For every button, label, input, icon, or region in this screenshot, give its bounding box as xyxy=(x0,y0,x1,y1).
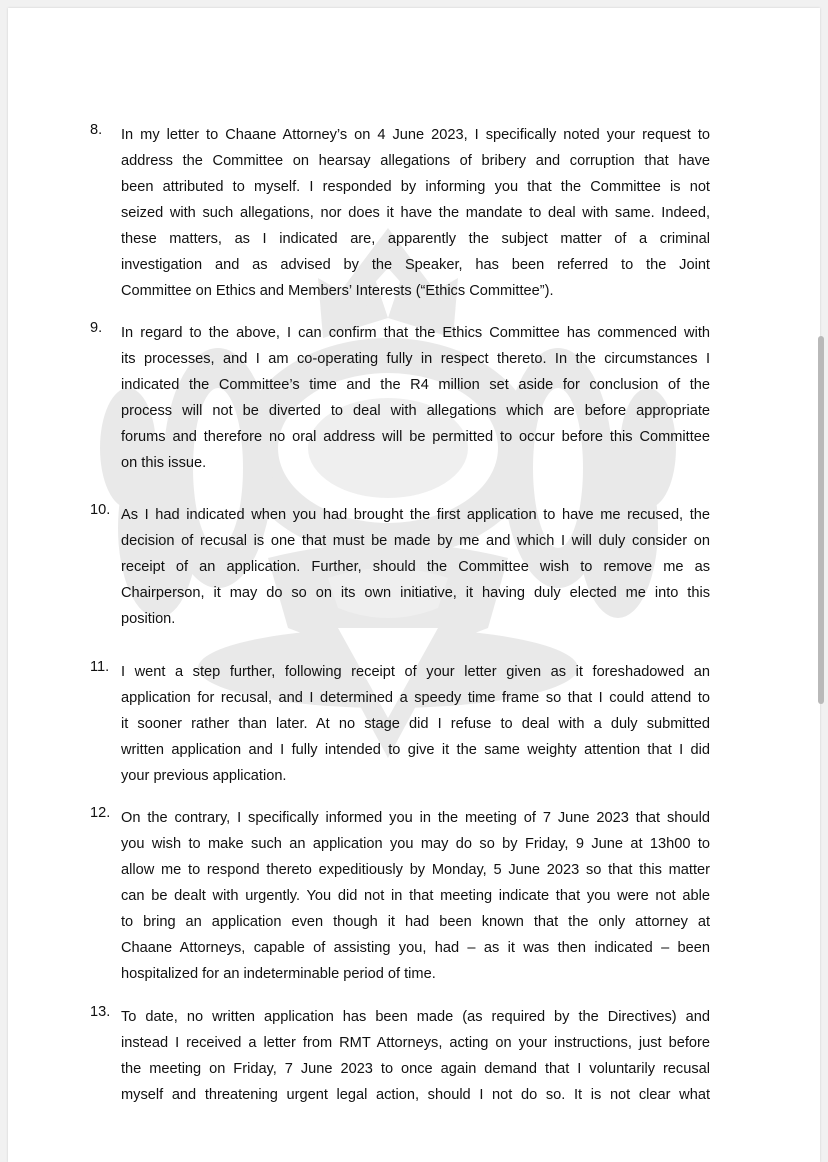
text-line: your previous application. xyxy=(121,768,287,784)
text-line: allow me to respond thereto expeditiously by Monday, 5 June 2023 so that this matter xyxy=(121,862,710,878)
paragraph-10 xyxy=(90,502,710,632)
text-line: it sooner rather than later. At no stage did I refuse to deal with a duly submitted xyxy=(121,716,710,732)
text-line: hospitalized for an indeterminable period of time. xyxy=(121,966,436,982)
text-line: Chairperson, it may do so on its own initiative, it having duly elected me into this xyxy=(121,585,710,601)
text-line: Committee on Ethics and Members’ Interests (“Ethics Committee”). xyxy=(121,283,554,299)
document-page xyxy=(8,8,820,1162)
paragraph-8 xyxy=(90,122,710,304)
text-line: the meeting on Friday, 7 June 2023 to once again demand that I voluntarily recusal xyxy=(121,1061,710,1077)
text-line: to bring an application even though it had been known that the only attorney at xyxy=(121,914,710,930)
text-line: written application and I fully intended to give it the same weighty attention that I did xyxy=(121,742,710,758)
text-line: As I had indicated when you had brought the first application to have me recused, the xyxy=(121,507,710,523)
text-line: In regard to the above, I can confirm that the Ethics Committee has commenced with xyxy=(121,325,710,341)
paragraph-text xyxy=(121,659,710,789)
text-line: investigation and as advised by the Speaker, has been referred to the Joint xyxy=(121,257,710,273)
text-line: instead I received a letter from RMT Attorneys, acting on your instructions, just before xyxy=(121,1035,710,1051)
text-line: you wish to make such an application you may do so by Friday, 9 June at 13h00 to xyxy=(121,836,710,852)
paragraph-text xyxy=(121,320,710,476)
text-line: receipt of an application. Further, should the Committee wish to remove me as xyxy=(121,559,710,575)
paragraph-text xyxy=(121,1004,710,1108)
text-line: its processes, and I am co-operating fully in respect thereto. In the circumstances I xyxy=(121,351,710,367)
text-line: can be dealt with urgently. You did not in that meeting indicate that you were not able xyxy=(121,888,710,904)
paragraph-9 xyxy=(90,320,710,476)
text-line: position. xyxy=(121,611,176,627)
text-line: decision of recusal is one that must be made by me and which I will duly consider on xyxy=(121,533,710,549)
paragraph-number: 11. xyxy=(90,659,110,675)
text-line: myself and threatening urgent legal action, should I not do so. It is not clear what xyxy=(121,1087,710,1103)
text-line: forums and therefore no oral address will be permitted to occur before this Committee xyxy=(121,429,710,445)
text-line: these matters, as I indicated are, apparently the subject matter of a criminal xyxy=(121,231,710,247)
paragraph-number: 9. xyxy=(90,320,103,336)
paragraph-number: 12. xyxy=(90,805,111,821)
paragraph-11 xyxy=(90,659,710,789)
text-line: To date, no written application has been made (as required by the Directives) and xyxy=(121,1009,710,1025)
paragraph-text xyxy=(121,805,710,987)
paragraph-12 xyxy=(90,805,710,987)
text-line: on this issue. xyxy=(121,455,207,471)
paragraph-number: 13. xyxy=(90,1004,111,1020)
text-line: In my letter to Chaane Attorney’s on 4 June 2023, I specifically noted your request to xyxy=(121,127,710,143)
document-body xyxy=(8,8,820,1162)
text-line: indicated the Committee’s time and the R4 million set aside for conclusion of the xyxy=(121,377,710,393)
paragraph-13 xyxy=(90,1004,710,1108)
text-line: Chaane Attorneys, capable of assisting you, had – as it was then indicated – been xyxy=(121,940,710,956)
text-line: application for recusal, and I determined a speedy time frame so that I could attend to xyxy=(121,690,710,706)
paragraph-text xyxy=(121,122,710,304)
text-line: address the Committee on hearsay allegations of bribery and corruption that have xyxy=(121,153,710,169)
text-line: seized with such allegations, nor does it have the mandate to deal with same. Indeed, xyxy=(121,205,710,221)
vertical-scrollbar[interactable] xyxy=(818,336,824,704)
text-line: On the contrary, I specifically informed you in the meeting of 7 June 2023 that should xyxy=(121,810,710,826)
paragraph-number: 8. xyxy=(90,122,103,138)
paragraph-text xyxy=(121,502,710,632)
text-line: been attributed to myself. I responded by informing you that the Committee is not xyxy=(121,179,710,195)
text-line: process will not be diverted to deal with allegations which are before appropriate xyxy=(121,403,710,419)
text-line: I went a step further, following receipt of your letter given as it foreshadowed an xyxy=(121,664,710,680)
paragraph-number: 10. xyxy=(90,502,111,518)
